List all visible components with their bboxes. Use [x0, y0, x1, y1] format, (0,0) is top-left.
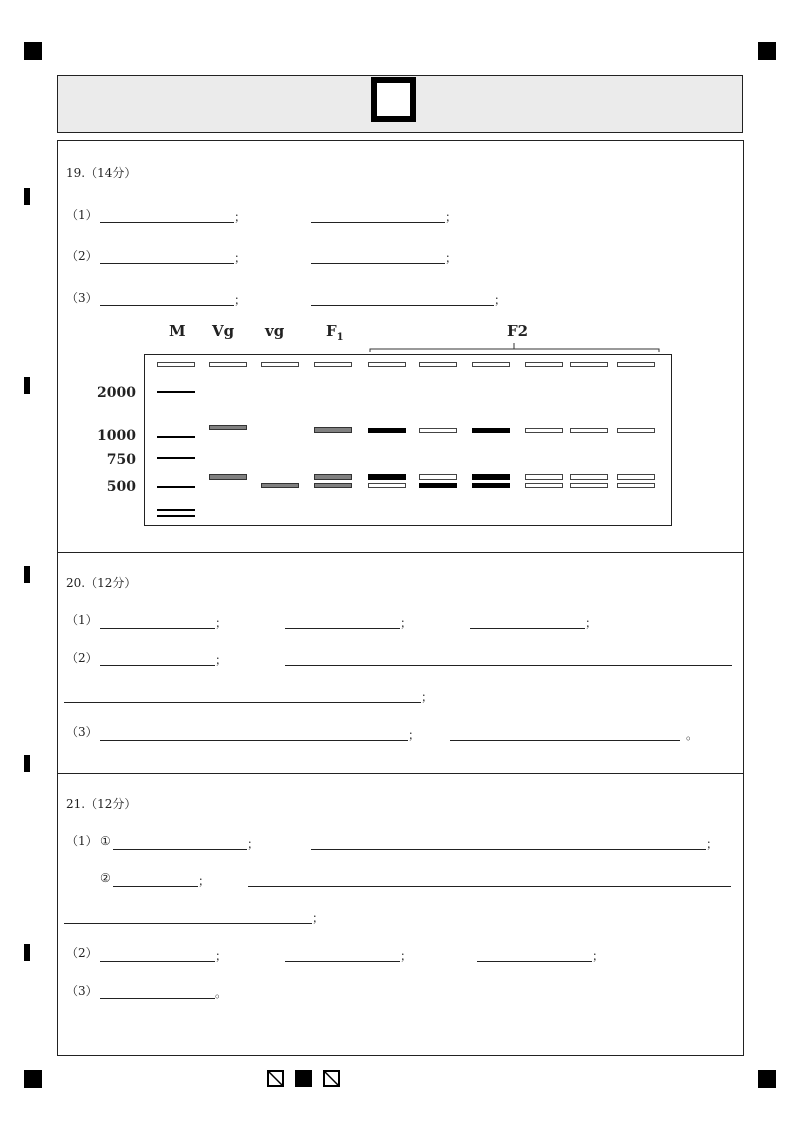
- separator: ；: [234, 293, 247, 307]
- q21-2-answer-2[interactable]: [285, 961, 400, 962]
- ladder-band-1000: [157, 436, 195, 438]
- gel-band: [617, 474, 655, 480]
- separator: ；: [445, 210, 458, 224]
- lane-label-vg-dominant: Vg: [212, 322, 235, 340]
- q19-part-3-label: （3）: [66, 291, 98, 305]
- gel-band: [472, 428, 510, 433]
- separator: ；: [234, 251, 247, 265]
- separator: ；: [247, 837, 260, 851]
- separator: ；: [421, 690, 434, 704]
- header-band: [57, 75, 743, 133]
- separator: ；: [585, 616, 598, 630]
- gel-well: [157, 362, 195, 367]
- q20-part-2-label: （2）: [66, 651, 98, 665]
- gel-well: [525, 362, 563, 367]
- lane-label-vg-recessive: vg: [265, 322, 285, 340]
- gel-band: [314, 427, 352, 433]
- separator: ；: [494, 293, 507, 307]
- q21-2-answer-3[interactable]: [477, 961, 592, 962]
- gel-band: [368, 474, 406, 480]
- q19-3-answer-2[interactable]: [311, 305, 494, 306]
- lane-label-f1: $F_1$: [326, 322, 344, 343]
- lane-label-m: M: [169, 322, 186, 340]
- marker-size-750: 750: [106, 452, 136, 468]
- side-mark: [24, 377, 30, 394]
- q20-1-answer-3[interactable]: [470, 628, 585, 629]
- gel-band: [617, 483, 655, 488]
- gel-band: [570, 483, 608, 488]
- q21-part-3-label: （3）: [66, 984, 98, 998]
- filled-box-mark: [295, 1070, 312, 1087]
- q21-3-answer-1[interactable]: [100, 998, 215, 999]
- marker-size-2000: 2000: [97, 385, 136, 401]
- q21-1-1-answer-1[interactable]: [113, 849, 247, 850]
- gel-well: [419, 362, 457, 367]
- q21-1-2-answer-2[interactable]: [248, 886, 731, 887]
- q20-2-answer-2-continued[interactable]: [64, 702, 421, 703]
- separator: ；: [215, 653, 228, 667]
- gel-band: [525, 428, 563, 433]
- q21-1-1-answer-2[interactable]: [311, 849, 706, 850]
- gel-well: [570, 362, 608, 367]
- gel-band: [419, 428, 457, 433]
- gel-band: [314, 474, 352, 480]
- q19-2-answer-2[interactable]: [311, 263, 445, 264]
- question-21-section: [57, 773, 744, 1056]
- slash-box-mark: [267, 1070, 284, 1087]
- side-mark: [24, 188, 30, 205]
- separator: ；: [592, 949, 605, 963]
- q19-part-1-label: （1）: [66, 208, 98, 222]
- gel-frame: [144, 354, 672, 526]
- q19-2-answer-1[interactable]: [100, 263, 234, 264]
- q20-3-answer-2[interactable]: [450, 740, 680, 741]
- side-mark: [24, 944, 30, 961]
- ladder-band-500: [157, 486, 195, 488]
- ladder-band-small: [157, 509, 195, 511]
- question-21-title: 21.（12分）: [66, 797, 137, 811]
- gel-band: [419, 474, 457, 480]
- q20-1-answer-1[interactable]: [100, 628, 215, 629]
- ladder-band-750: [157, 457, 195, 459]
- gel-band: [617, 428, 655, 433]
- ladder-band-2000: [157, 391, 195, 393]
- q21-part-1-label: （1）: [66, 834, 98, 848]
- separator: ；: [408, 728, 421, 742]
- q19-1-answer-1[interactable]: [100, 222, 234, 223]
- q20-1-answer-2[interactable]: [285, 628, 400, 629]
- gel-band: [525, 474, 563, 480]
- gel-band: [419, 483, 457, 488]
- gel-well: [368, 362, 406, 367]
- q20-part-3-label: （3）: [66, 725, 98, 739]
- gel-band: [570, 474, 608, 480]
- gel-band: [209, 474, 247, 480]
- corner-mark-bottom-left: [24, 1070, 42, 1088]
- q21-1-2-answer-2-continued[interactable]: [64, 923, 312, 924]
- side-mark: [24, 755, 30, 772]
- q19-1-answer-2[interactable]: [311, 222, 445, 223]
- gel-well: [314, 362, 352, 367]
- gel-band: [261, 483, 299, 488]
- gel-band: [368, 483, 406, 488]
- gel-band: [472, 474, 510, 480]
- ladder-band-small: [157, 515, 195, 517]
- q21-2-answer-1[interactable]: [100, 961, 215, 962]
- question-20-title: 20.（12分）: [66, 576, 137, 590]
- gel-band: [209, 425, 247, 430]
- gel-well: [209, 362, 247, 367]
- separator: ；: [198, 874, 211, 888]
- header-square-mark: [371, 77, 416, 122]
- q21-circle-2: ②: [100, 871, 111, 885]
- q20-3-answer-1[interactable]: [100, 740, 408, 741]
- corner-mark-bottom-right: [758, 1070, 776, 1088]
- gel-well: [261, 362, 299, 367]
- gel-band: [368, 428, 406, 433]
- q21-circle-1: ①: [100, 834, 111, 848]
- f2-bracket: [369, 342, 661, 354]
- corner-mark-top-left: [24, 42, 42, 60]
- gel-band: [314, 483, 352, 488]
- separator: ；: [215, 949, 228, 963]
- q20-2-answer-1[interactable]: [100, 665, 215, 666]
- q19-part-2-label: （2）: [66, 249, 98, 263]
- q20-2-answer-2[interactable]: [285, 665, 732, 666]
- gel-well: [472, 362, 510, 367]
- marker-size-1000: 1000: [97, 428, 136, 444]
- q21-1-2-answer-1[interactable]: [113, 886, 198, 887]
- corner-mark-top-right: [758, 42, 776, 60]
- separator: ；: [706, 837, 719, 851]
- separator: ；: [312, 911, 325, 925]
- separator: ；: [400, 616, 413, 630]
- gel-well: [617, 362, 655, 367]
- lane-label-f2: F2: [507, 322, 529, 340]
- separator: ；: [445, 251, 458, 265]
- marker-size-500: 500: [106, 479, 136, 495]
- separator: ；: [234, 210, 247, 224]
- period: 。: [215, 986, 228, 1000]
- slash-box-mark: [323, 1070, 340, 1087]
- question-19-title: 19.（14分）: [66, 166, 137, 180]
- side-mark: [24, 566, 30, 583]
- period: 。: [686, 728, 699, 742]
- separator: ；: [215, 616, 228, 630]
- q21-part-2-label: （2）: [66, 946, 98, 960]
- q20-part-1-label: （1）: [66, 613, 98, 627]
- gel-band: [472, 483, 510, 488]
- separator: ；: [400, 949, 413, 963]
- gel-band: [525, 483, 563, 488]
- gel-band: [570, 428, 608, 433]
- q19-3-answer-1[interactable]: [100, 305, 234, 306]
